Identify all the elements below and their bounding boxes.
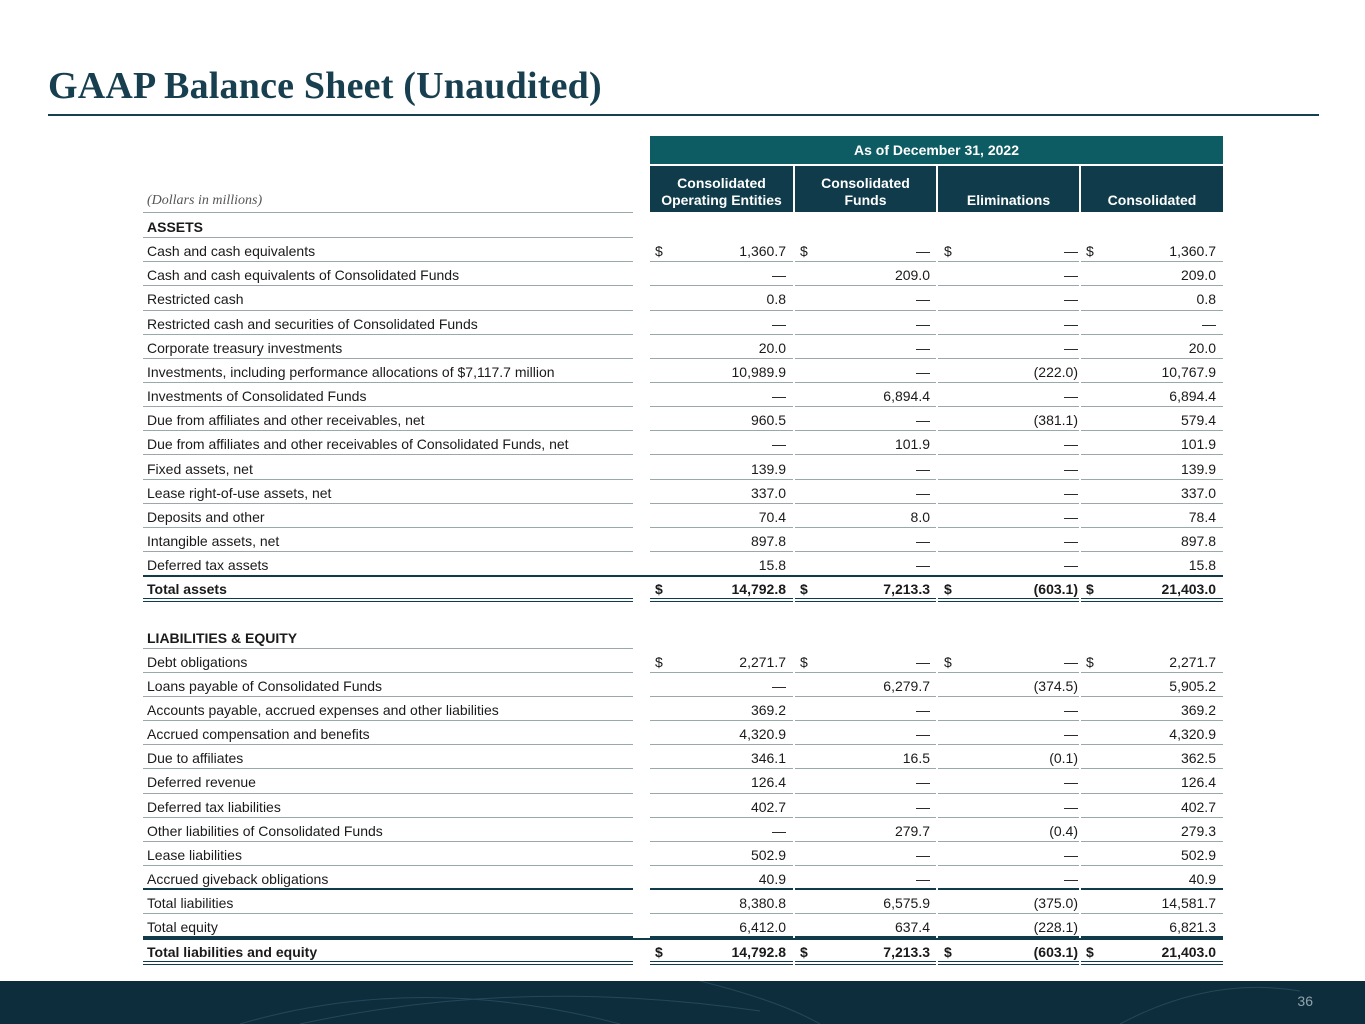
table-cell: 279.3 — [1180, 822, 1216, 839]
table-cell: — — [1064, 484, 1078, 501]
section-header-row — [0, 214, 1365, 238]
table-row — [0, 745, 1365, 769]
table-cell: 7,213.3 — [883, 943, 930, 960]
table-cell: 126.4 — [750, 774, 786, 791]
table-cell: 960.5 — [750, 412, 786, 429]
table-cell: — — [916, 653, 930, 670]
footer-decoration — [0, 981, 1365, 1024]
table-cell: 2,271.7 — [739, 653, 786, 670]
table-cell: — — [1064, 339, 1078, 356]
row-label: Lease right-of-use assets, net — [147, 484, 332, 501]
table-row — [0, 528, 1365, 552]
table-row — [0, 818, 1365, 842]
table-row — [0, 842, 1365, 866]
currency-symbol: $ — [655, 243, 663, 260]
table-row — [0, 552, 1365, 576]
table-row — [0, 238, 1365, 262]
row-label: Accounts payable, accrued expenses and other liabilities — [147, 702, 499, 718]
table-cell: — — [1064, 508, 1078, 525]
row-divider — [938, 961, 1079, 962]
table-row — [0, 407, 1365, 431]
table-row — [0, 890, 1365, 914]
table-row — [0, 721, 1365, 745]
table-cell: — — [1064, 315, 1078, 332]
table-cell: 2,271.7 — [1169, 653, 1216, 670]
table-cell: — — [772, 388, 786, 405]
row-divider — [143, 961, 633, 962]
table-cell: — — [772, 267, 786, 284]
row-label: Cash and cash equivalents — [147, 243, 316, 260]
row-label: Other liabilities of Consolidated Funds — [147, 822, 383, 839]
table-cell: — — [916, 702, 930, 718]
table-cell: 4,320.9 — [739, 726, 786, 743]
currency-symbol: $ — [800, 243, 808, 260]
table-cell: 8,380.8 — [739, 895, 786, 912]
row-label: Deferred tax assets — [147, 557, 269, 574]
row-label: Debt obligations — [147, 653, 248, 670]
table-cell: — — [1064, 871, 1078, 888]
table-row — [0, 286, 1365, 310]
table-cell: — — [916, 243, 930, 260]
table-cell: 346.1 — [750, 750, 786, 767]
row-divider — [795, 598, 936, 599]
table-cell: — — [1064, 774, 1078, 791]
row-divider — [1081, 598, 1223, 599]
table-row — [0, 914, 1365, 938]
table-cell: 579.4 — [1180, 412, 1216, 429]
row-label: Due from affiliates and other receivables of Consolidated Funds, net — [147, 436, 569, 453]
currency-symbol: $ — [655, 653, 663, 670]
table-cell: 40.9 — [758, 871, 786, 888]
table-cell: 10,989.9 — [731, 363, 786, 380]
period-header — [650, 136, 1223, 164]
row-divider — [650, 598, 793, 599]
currency-symbol: $ — [800, 653, 808, 670]
table-cell: — — [1064, 653, 1078, 670]
table-row — [0, 576, 1365, 600]
table-row — [0, 866, 1365, 890]
page-number: 36 — [1297, 993, 1313, 1009]
table-cell: — — [772, 315, 786, 332]
row-label: Deferred tax liabilities — [147, 798, 281, 815]
table-cell: 16.5 — [902, 750, 930, 767]
table-cell: 5,905.2 — [1169, 677, 1216, 694]
table-cell: — — [1064, 557, 1078, 574]
table-row — [0, 262, 1365, 286]
table-cell: 101.9 — [894, 436, 930, 453]
table-cell: 15.8 — [1188, 557, 1216, 574]
table-cell: 139.9 — [750, 460, 786, 477]
table-cell: 279.7 — [894, 822, 930, 839]
table-cell: 6,894.4 — [1169, 388, 1216, 405]
table-cell: — — [1202, 315, 1216, 332]
table-cell: 10,767.9 — [1161, 363, 1216, 380]
table-cell: 20.0 — [1188, 339, 1216, 356]
currency-symbol: $ — [655, 943, 663, 960]
row-label: Loans payable of Consolidated Funds — [147, 677, 383, 694]
row-divider — [1081, 961, 1223, 962]
table-cell: 126.4 — [1180, 774, 1216, 791]
table-cell: (0.1) — [1049, 750, 1078, 767]
currency-symbol: $ — [944, 581, 952, 598]
row-label: Investments, including performance allocations of $7,117.7 million — [147, 363, 555, 380]
table-cell: (222.0) — [1033, 363, 1078, 380]
title-divider — [48, 114, 1319, 116]
row-divider — [795, 961, 936, 962]
table-cell: 0.8 — [766, 291, 786, 308]
table-cell: 15.8 — [758, 557, 786, 574]
table-cell: 70.4 — [758, 508, 786, 525]
table-row — [0, 359, 1365, 383]
table-cell: — — [916, 871, 930, 888]
row-divider — [938, 964, 1079, 965]
table-cell: 8.0 — [910, 508, 930, 525]
table-cell: — — [1064, 798, 1078, 815]
table-cell: 40.9 — [1188, 871, 1216, 888]
table-cell: — — [1064, 436, 1078, 453]
table-cell: — — [916, 315, 930, 332]
section-header-row — [0, 625, 1365, 649]
row-label: Total equity — [147, 919, 218, 936]
table-cell: (375.0) — [1033, 895, 1078, 912]
units-divider — [143, 212, 633, 213]
table-cell: (603.1) — [1033, 943, 1078, 960]
table-cell: 897.8 — [750, 532, 786, 549]
row-label: Investments of Consolidated Funds — [147, 388, 367, 405]
table-cell: 502.9 — [1180, 846, 1216, 863]
row-label: Restricted cash and securities of Consolidated Funds — [147, 315, 478, 332]
currency-symbol: $ — [1086, 243, 1094, 260]
table-cell: 101.9 — [1180, 436, 1216, 453]
table-cell: — — [916, 774, 930, 791]
table-cell: 637.4 — [894, 919, 930, 936]
table-cell: 0.8 — [1196, 291, 1216, 308]
table-cell: — — [1064, 846, 1078, 863]
row-label: Corporate treasury investments — [147, 339, 343, 356]
table-cell: 4,320.9 — [1169, 726, 1216, 743]
row-label: Accrued compensation and benefits — [147, 726, 370, 743]
row-divider — [650, 964, 793, 965]
table-row — [0, 456, 1365, 480]
table-cell: — — [1064, 726, 1078, 743]
table-cell: — — [1064, 243, 1078, 260]
table-cell: 6,279.7 — [883, 677, 930, 694]
table-row — [0, 939, 1365, 963]
total-top-rule — [143, 938, 1223, 940]
total-top-rule — [143, 575, 1223, 577]
table-cell: (0.4) — [1049, 822, 1078, 839]
table-cell: 6,894.4 — [883, 388, 930, 405]
table-cell: 369.2 — [1180, 702, 1216, 718]
row-divider — [938, 598, 1079, 599]
units-note: (Dollars in millions) — [147, 193, 263, 208]
row-divider — [795, 964, 936, 965]
table-cell: 6,412.0 — [739, 919, 786, 936]
table-cell: (603.1) — [1033, 581, 1078, 598]
currency-symbol: $ — [944, 243, 952, 260]
table-cell: — — [772, 436, 786, 453]
table-cell: — — [1064, 460, 1078, 477]
table-cell: 14,792.8 — [731, 943, 786, 960]
page-title: GAAP Balance Sheet (Unaudited) — [48, 65, 602, 107]
table-cell: 78.4 — [1188, 508, 1216, 525]
row-divider — [1081, 964, 1223, 965]
row-label: Total liabilities and equity — [147, 943, 318, 960]
row-label: Accrued giveback obligations — [147, 871, 329, 888]
table-row — [0, 769, 1365, 793]
table-cell: 14,581.7 — [1161, 895, 1216, 912]
table-cell: — — [1064, 532, 1078, 549]
table-cell: — — [1064, 291, 1078, 308]
table-row — [0, 697, 1365, 721]
table-row — [0, 794, 1365, 818]
table-row — [0, 383, 1365, 407]
table-cell: — — [916, 291, 930, 308]
row-label: Due from affiliates and other receivables, net — [147, 412, 425, 429]
column-header-funds: Consolidated Funds — [795, 166, 936, 212]
table-cell: — — [916, 798, 930, 815]
row-label: Cash and cash equivalents of Consolidated Funds — [147, 267, 460, 284]
table-cell: 897.8 — [1180, 532, 1216, 549]
table-cell: 402.7 — [750, 798, 786, 815]
table-row — [0, 480, 1365, 504]
currency-symbol: $ — [800, 943, 808, 960]
table-row — [0, 649, 1365, 673]
table-cell: 14,792.8 — [731, 581, 786, 598]
table-cell: — — [916, 363, 930, 380]
table-cell: 337.0 — [1180, 484, 1216, 501]
table-cell: 502.9 — [750, 846, 786, 863]
table-cell: 362.5 — [1180, 750, 1216, 767]
table-cell: — — [772, 822, 786, 839]
table-cell: — — [1064, 702, 1078, 718]
row-label: LIABILITIES & EQUITY — [147, 629, 298, 646]
table-cell: — — [916, 726, 930, 743]
table-cell: 6,821.3 — [1169, 919, 1216, 936]
table-cell: — — [772, 677, 786, 694]
currency-symbol: $ — [1086, 581, 1094, 598]
row-label: Total assets — [147, 581, 227, 598]
column-header-consolidated: Consolidated — [1081, 166, 1223, 212]
table-cell: — — [916, 412, 930, 429]
table-cell: 1,360.7 — [739, 243, 786, 260]
table-cell: 7,213.3 — [883, 581, 930, 598]
spacer-row — [0, 600, 1365, 624]
table-cell: (228.1) — [1033, 919, 1078, 936]
row-label: Restricted cash — [147, 291, 244, 308]
row-label: Total liabilities — [147, 895, 234, 912]
table-cell: (381.1) — [1033, 412, 1078, 429]
row-label: Fixed assets, net — [147, 460, 253, 477]
currency-symbol: $ — [1086, 653, 1094, 670]
footer-bar — [0, 981, 1365, 1024]
table-cell: 6,575.9 — [883, 895, 930, 912]
table-row — [0, 335, 1365, 359]
row-divider — [650, 961, 793, 962]
table-cell: 337.0 — [750, 484, 786, 501]
table-row — [0, 431, 1365, 455]
table-cell: 209.0 — [1180, 267, 1216, 284]
column-header-eliminations: Eliminations — [938, 166, 1079, 212]
row-divider — [143, 598, 633, 599]
row-label: ASSETS — [147, 219, 204, 235]
table-row — [0, 673, 1365, 697]
row-label: Due to affiliates — [147, 750, 244, 767]
row-label: Deposits and other — [147, 508, 265, 525]
table-cell: — — [916, 846, 930, 863]
table-cell: — — [916, 557, 930, 574]
table-row — [0, 504, 1365, 528]
table-cell: 1,360.7 — [1169, 243, 1216, 260]
currency-symbol: $ — [944, 943, 952, 960]
table-row — [0, 311, 1365, 335]
currency-symbol: $ — [1086, 943, 1094, 960]
row-label: Lease liabilities — [147, 846, 242, 863]
table-cell: 369.2 — [750, 702, 786, 718]
currency-symbol: $ — [944, 653, 952, 670]
table-cell: 21,403.0 — [1161, 943, 1216, 960]
currency-symbol: $ — [655, 581, 663, 598]
table-cell: — — [1064, 388, 1078, 405]
table-cell: 209.0 — [894, 267, 930, 284]
period-header-label: As of December 31, 2022 — [854, 142, 1019, 158]
row-label: Intangible assets, net — [147, 532, 280, 549]
table-cell: — — [916, 460, 930, 477]
table-cell: 21,403.0 — [1161, 581, 1216, 598]
column-header-operating-entities: Consolidated Operating Entities — [650, 166, 793, 212]
row-label: Deferred revenue — [147, 774, 256, 791]
table-cell: — — [916, 532, 930, 549]
table-cell: (374.5) — [1033, 677, 1078, 694]
currency-symbol: $ — [800, 581, 808, 598]
row-divider — [143, 964, 633, 965]
table-cell: — — [916, 484, 930, 501]
table-cell: 20.0 — [758, 339, 786, 356]
table-cell: 402.7 — [1180, 798, 1216, 815]
table-cell: — — [1064, 267, 1078, 284]
table-cell: — — [916, 339, 930, 356]
table-cell: 139.9 — [1180, 460, 1216, 477]
